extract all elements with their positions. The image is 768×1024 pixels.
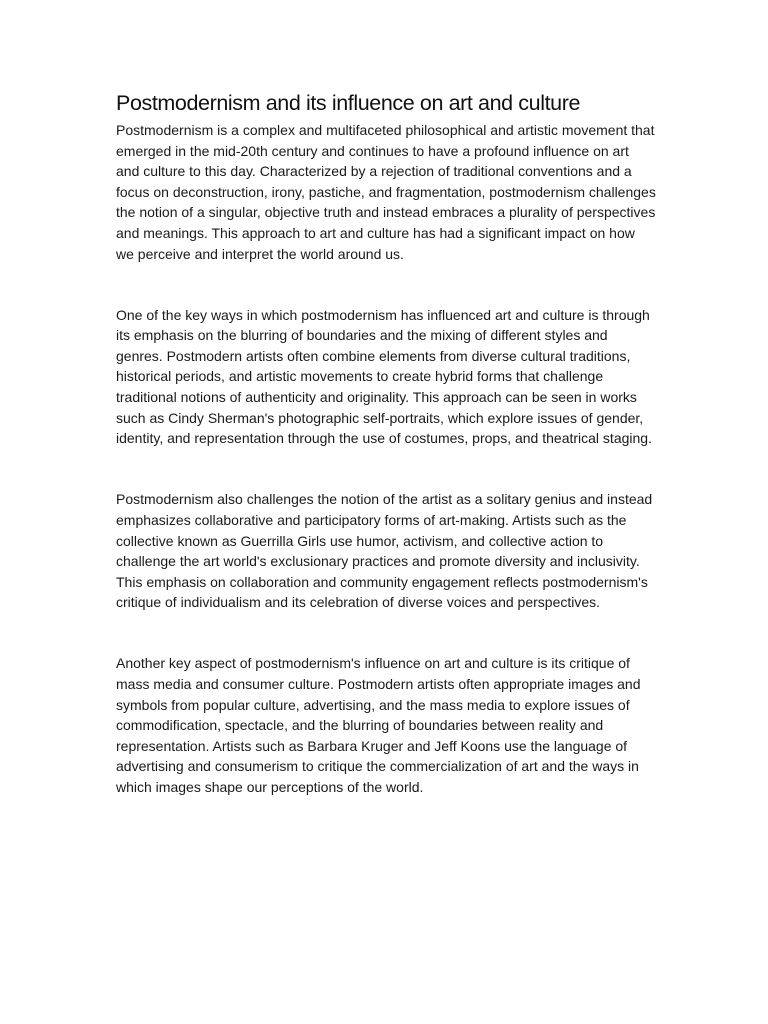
paragraph-boundaries: One of the key ways in which postmodernism has influenced art and culture is through its emphasis on the blurring of boundaries and the mixing of different styles and genres. Postmodern artists often combine elements from diverse cultural traditions, historical periods, and artistic movements to create hybrid forms that challenge traditional notions of authenticity and originality. This approach can be seen in works such as Cindy Sherman's photographic self-portraits, which explore issues of gender, identity, and representation through the use of costumes, props, and theatrical staging. [116, 306, 652, 447]
paragraph-mass-media: Another key aspect of postmodernism's influence on art and culture is its critique of mass media and consumer culture. Postmodern artists often appropriate images and symbols from popular culture, advertising, and the mass media to explore issues of commodification, spectacle, and the blurring of boundaries between reality and representation. Artists such as Barbara Kruger and Jeff Koons use the language of advertising and consumerism to critique the commercialization of art and the ways in which images shape our perceptions of the world. [116, 655, 641, 795]
document-page [116, 88, 656, 798]
paragraph-collaboration: Postmodernism also challenges the notion of the artist as a solitary genius and instead emphasizes collaborative and participatory forms of art-making. Artists such as the collective known as Guerrilla Girls use humor, activism, and collective action to challenge the art world's exclusionary practices and promote diversity and inclusivity. This emphasis on collaboration and community engagement reflects postmodernism's critique of individualism and its celebration of diverse voices and perspectives. [116, 491, 653, 611]
document-title: Postmodernism and its influence on art and culture [116, 91, 581, 115]
paragraph-intro: Postmodernism is a complex and multifaceted philosophical and artistic movement that emerged in the mid-20th century and continues to have a profound influence on art and culture to this day. Characterized by a rejection of traditional conventions and a focus on deconstruction, irony, pastiche, and fragmentation, postmodernism challenges the notion of a singular, objective truth and instead embraces a plurality of perspectives and meanings. This approach to art and culture has had a significant impact on how we perceive and interpret the world around us. [116, 122, 656, 262]
